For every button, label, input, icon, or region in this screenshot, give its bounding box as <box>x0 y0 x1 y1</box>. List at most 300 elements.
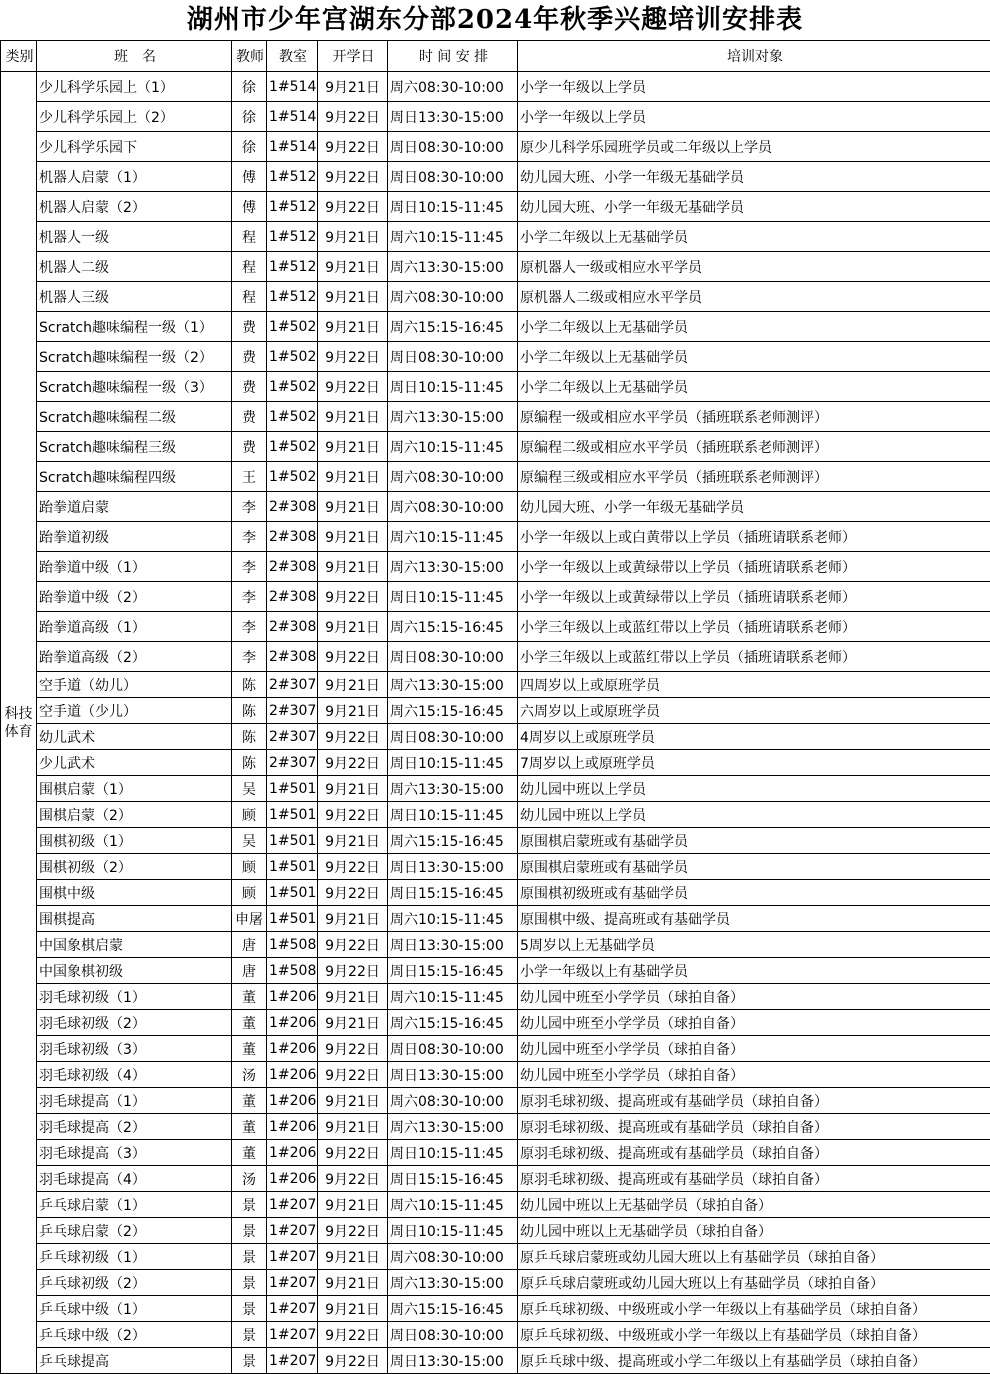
room-cell: 1#207 <box>267 1244 318 1270</box>
start-date-cell: 9月22日 <box>318 102 388 132</box>
room-cell: 1#207 <box>267 1348 318 1374</box>
room-cell: 1#502 <box>267 312 318 342</box>
time-cell: 周日13:30-15:00 <box>388 102 518 132</box>
class-name-cell: 羽毛球初级（1） <box>37 984 232 1010</box>
class-name-cell: 围棋启蒙（1） <box>37 776 232 802</box>
target-cell: 原乒乓球启蒙班或幼儿园大班以上有基础学员（球拍自备） <box>518 1244 990 1270</box>
table-row <box>1 854 990 880</box>
start-date-cell: 9月21日 <box>318 1192 388 1218</box>
teacher-cell: 董 <box>232 984 267 1010</box>
teacher-cell: 顾 <box>232 880 267 906</box>
room-cell: 1#501 <box>267 828 318 854</box>
teacher-cell: 董 <box>232 1088 267 1114</box>
class-name-cell: 中国象棋初级 <box>37 958 232 984</box>
table-row <box>1 102 990 132</box>
header-time: 时 间 安 排 <box>388 41 518 72</box>
table-row <box>1 906 990 932</box>
start-date-cell: 9月21日 <box>318 522 388 552</box>
room-cell: 1#514 <box>267 72 318 102</box>
room-cell: 1#502 <box>267 462 318 492</box>
start-date-cell: 9月21日 <box>318 1010 388 1036</box>
target-cell: 7周岁以上或原班学员 <box>518 750 990 776</box>
start-date-cell: 9月22日 <box>318 192 388 222</box>
target-cell: 幼儿园中班以上无基础学员（球拍自备） <box>518 1192 990 1218</box>
room-cell: 1#206 <box>267 1010 318 1036</box>
table-row <box>1 750 990 776</box>
schedule-body <box>1 72 990 1374</box>
target-cell: 小学三年级以上或蓝红带以上学员（插班请联系老师） <box>518 612 990 642</box>
class-name-cell: Scratch趣味编程一级（1） <box>37 312 232 342</box>
target-cell: 原乒乓球中级、提高班或小学二年级以上有基础学员（球拍自备） <box>518 1348 990 1374</box>
start-date-cell: 9月21日 <box>318 282 388 312</box>
table-row <box>1 698 990 724</box>
class-name-cell: 乒乓球提高 <box>37 1348 232 1374</box>
class-name-cell: 乒乓球中级（1） <box>37 1296 232 1322</box>
table-row <box>1 1036 990 1062</box>
table-row <box>1 1114 990 1140</box>
table-row <box>1 1296 990 1322</box>
class-name-cell: 少儿科学乐园上（2） <box>37 102 232 132</box>
table-row <box>1 342 990 372</box>
teacher-cell: 唐 <box>232 932 267 958</box>
target-cell: 原围棋初级班或有基础学员 <box>518 880 990 906</box>
teacher-cell: 董 <box>232 1140 267 1166</box>
class-name-cell: 围棋启蒙（2） <box>37 802 232 828</box>
class-name-cell: 乒乓球初级（1） <box>37 1244 232 1270</box>
class-name-cell: 中国象棋启蒙 <box>37 932 232 958</box>
class-name-cell: 乒乓球启蒙（2） <box>37 1218 232 1244</box>
class-name-cell: 羽毛球提高（2） <box>37 1114 232 1140</box>
start-date-cell: 9月21日 <box>318 776 388 802</box>
start-date-cell: 9月21日 <box>318 612 388 642</box>
teacher-cell: 汤 <box>232 1166 267 1192</box>
room-cell: 1#512 <box>267 252 318 282</box>
teacher-cell: 李 <box>232 612 267 642</box>
class-name-cell: 机器人启蒙（2） <box>37 192 232 222</box>
target-cell: 小学一年级以上有基础学员 <box>518 958 990 984</box>
start-date-cell: 9月22日 <box>318 958 388 984</box>
target-cell: 4周岁以上或原班学员 <box>518 724 990 750</box>
room-cell: 1#206 <box>267 1062 318 1088</box>
teacher-cell: 程 <box>232 282 267 312</box>
class-name-cell: 羽毛球提高（1） <box>37 1088 232 1114</box>
target-cell: 原围棋中级、提高班或有基础学员 <box>518 906 990 932</box>
class-name-cell: 机器人二级 <box>37 252 232 282</box>
time-cell: 周日08:30-10:00 <box>388 724 518 750</box>
table-row <box>1 1192 990 1218</box>
start-date-cell: 9月22日 <box>318 1348 388 1374</box>
header-target: 培训对象 <box>518 41 990 72</box>
class-name-cell: 跆拳道高级（2） <box>37 642 232 672</box>
target-cell: 原羽毛球初级、提高班或有基础学员（球拍自备） <box>518 1114 990 1140</box>
table-row <box>1 1270 990 1296</box>
class-name-cell: Scratch趣味编程三级 <box>37 432 232 462</box>
target-cell: 原少儿科学乐园班学员或二年级以上学员 <box>518 132 990 162</box>
target-cell: 原围棋启蒙班或有基础学员 <box>518 828 990 854</box>
table-row <box>1 1166 990 1192</box>
table-row <box>1 1348 990 1374</box>
teacher-cell: 陈 <box>232 672 267 698</box>
start-date-cell: 9月21日 <box>318 698 388 724</box>
target-cell: 幼儿园中班以上无基础学员（球拍自备） <box>518 1218 990 1244</box>
time-cell: 周日10:15-11:45 <box>388 582 518 612</box>
time-cell: 周六10:15-11:45 <box>388 522 518 552</box>
class-name-cell: 乒乓球初级（2） <box>37 1270 232 1296</box>
target-cell: 小学二年级以上无基础学员 <box>518 312 990 342</box>
teacher-cell: 徐 <box>232 132 267 162</box>
target-cell: 六周岁以上或原班学员 <box>518 698 990 724</box>
target-cell: 幼儿园大班、小学一年级无基础学员 <box>518 492 990 522</box>
teacher-cell: 顾 <box>232 854 267 880</box>
time-cell: 周六15:15-16:45 <box>388 1010 518 1036</box>
teacher-cell: 景 <box>232 1296 267 1322</box>
time-cell: 周六10:15-11:45 <box>388 984 518 1010</box>
table-row <box>1 492 990 522</box>
class-name-cell: 羽毛球初级（3） <box>37 1036 232 1062</box>
class-name-cell: 跆拳道高级（1） <box>37 612 232 642</box>
table-row <box>1 552 990 582</box>
time-cell: 周六13:30-15:00 <box>388 402 518 432</box>
time-cell: 周六08:30-10:00 <box>388 492 518 522</box>
time-cell: 周日15:15-16:45 <box>388 1166 518 1192</box>
table-row <box>1 672 990 698</box>
time-cell: 周六15:15-16:45 <box>388 1296 518 1322</box>
table-row <box>1 612 990 642</box>
teacher-cell: 徐 <box>232 102 267 132</box>
room-cell: 2#307 <box>267 698 318 724</box>
teacher-cell: 费 <box>232 342 267 372</box>
class-name-cell: 机器人三级 <box>37 282 232 312</box>
start-date-cell: 9月21日 <box>318 552 388 582</box>
class-name-cell: 机器人启蒙（1） <box>37 162 232 192</box>
time-cell: 周六08:30-10:00 <box>388 282 518 312</box>
class-name-cell: 围棋初级（1） <box>37 828 232 854</box>
class-name-cell: Scratch趣味编程四级 <box>37 462 232 492</box>
room-cell: 1#501 <box>267 776 318 802</box>
time-cell: 周日10:15-11:45 <box>388 1140 518 1166</box>
table-row <box>1 192 990 222</box>
time-cell: 周日08:30-10:00 <box>388 1322 518 1348</box>
target-cell: 原羽毛球初级、提高班或有基础学员（球拍自备） <box>518 1166 990 1192</box>
table-row <box>1 1322 990 1348</box>
room-cell: 1#501 <box>267 854 318 880</box>
teacher-cell: 傅 <box>232 162 267 192</box>
teacher-cell: 程 <box>232 252 267 282</box>
table-row <box>1 1010 990 1036</box>
start-date-cell: 9月22日 <box>318 750 388 776</box>
target-cell: 四周岁以上或原班学员 <box>518 672 990 698</box>
room-cell: 2#308 <box>267 552 318 582</box>
table-row <box>1 958 990 984</box>
start-date-cell: 9月21日 <box>318 1296 388 1322</box>
target-cell: 原乒乓球初级、中级班或小学一年级以上有基础学员（球拍自备） <box>518 1322 990 1348</box>
table-row <box>1 462 990 492</box>
teacher-cell: 景 <box>232 1270 267 1296</box>
class-name-cell: 空手道（幼儿） <box>37 672 232 698</box>
target-cell: 小学一年级以上学员 <box>518 72 990 102</box>
room-cell: 1#512 <box>267 222 318 252</box>
time-cell: 周六13:30-15:00 <box>388 252 518 282</box>
class-name-cell: 跆拳道中级（1） <box>37 552 232 582</box>
table-row <box>1 642 990 672</box>
table-row <box>1 72 990 102</box>
teacher-cell: 陈 <box>232 750 267 776</box>
target-cell: 小学三年级以上或蓝红带以上学员（插班请联系老师） <box>518 642 990 672</box>
target-cell: 原编程一级或相应水平学员（插班联系老师测评） <box>518 402 990 432</box>
room-cell: 1#207 <box>267 1322 318 1348</box>
header-teacher: 教师 <box>232 41 267 72</box>
teacher-cell: 傅 <box>232 192 267 222</box>
target-cell: 小学一年级以上或白黄带以上学员（插班请联系老师） <box>518 522 990 552</box>
start-date-cell: 9月21日 <box>318 252 388 282</box>
time-cell: 周六15:15-16:45 <box>388 698 518 724</box>
table-row <box>1 1088 990 1114</box>
class-name-cell: 少儿武术 <box>37 750 232 776</box>
room-cell: 1#508 <box>267 932 318 958</box>
start-date-cell: 9月22日 <box>318 932 388 958</box>
time-cell: 周日13:30-15:00 <box>388 1062 518 1088</box>
table-row <box>1 932 990 958</box>
room-cell: 2#308 <box>267 612 318 642</box>
time-cell: 周六15:15-16:45 <box>388 312 518 342</box>
start-date-cell: 9月21日 <box>318 1114 388 1140</box>
time-cell: 周六13:30-15:00 <box>388 1114 518 1140</box>
room-cell: 1#501 <box>267 802 318 828</box>
class-name-cell: 乒乓球中级（2） <box>37 1322 232 1348</box>
target-cell: 原羽毛球初级、提高班或有基础学员（球拍自备） <box>518 1088 990 1114</box>
target-cell: 幼儿园中班至小学学员（球拍自备） <box>518 984 990 1010</box>
target-cell: 原围棋启蒙班或有基础学员 <box>518 854 990 880</box>
class-name-cell: 幼儿武术 <box>37 724 232 750</box>
teacher-cell: 景 <box>232 1192 267 1218</box>
target-cell: 幼儿园中班至小学学员（球拍自备） <box>518 1062 990 1088</box>
start-date-cell: 9月22日 <box>318 1322 388 1348</box>
time-cell: 周日08:30-10:00 <box>388 162 518 192</box>
class-name-cell: 羽毛球提高（3） <box>37 1140 232 1166</box>
teacher-cell: 吴 <box>232 828 267 854</box>
time-cell: 周日13:30-15:00 <box>388 854 518 880</box>
start-date-cell: 9月21日 <box>318 222 388 252</box>
start-date-cell: 9月21日 <box>318 672 388 698</box>
table-row <box>1 724 990 750</box>
class-name-cell: 跆拳道中级（2） <box>37 582 232 612</box>
start-date-cell: 9月22日 <box>318 1166 388 1192</box>
start-date-cell: 9月22日 <box>318 372 388 402</box>
target-cell: 小学二年级以上无基础学员 <box>518 342 990 372</box>
time-cell: 周六15:15-16:45 <box>388 828 518 854</box>
teacher-cell: 李 <box>232 522 267 552</box>
class-name-cell: Scratch趣味编程一级（3） <box>37 372 232 402</box>
teacher-cell: 费 <box>232 372 267 402</box>
target-cell: 原羽毛球初级、提高班或有基础学员（球拍自备） <box>518 1140 990 1166</box>
table-row <box>1 402 990 432</box>
room-cell: 1#512 <box>267 282 318 312</box>
room-cell: 1#206 <box>267 1036 318 1062</box>
time-cell: 周六10:15-11:45 <box>388 906 518 932</box>
room-cell: 1#512 <box>267 162 318 192</box>
teacher-cell: 董 <box>232 1114 267 1140</box>
room-cell: 1#207 <box>267 1296 318 1322</box>
start-date-cell: 9月22日 <box>318 642 388 672</box>
room-cell: 2#307 <box>267 672 318 698</box>
class-name-cell: 围棋中级 <box>37 880 232 906</box>
time-cell: 周日08:30-10:00 <box>388 642 518 672</box>
start-date-cell: 9月22日 <box>318 162 388 192</box>
class-name-cell: Scratch趣味编程一级（2） <box>37 342 232 372</box>
target-cell: 幼儿园中班至小学学员（球拍自备） <box>518 1036 990 1062</box>
time-cell: 周六08:30-10:00 <box>388 1088 518 1114</box>
header-start-date: 开学日 <box>318 41 388 72</box>
table-row <box>1 828 990 854</box>
header-class-name: 班 名 <box>37 41 232 72</box>
teacher-cell: 程 <box>232 222 267 252</box>
table-row <box>1 1218 990 1244</box>
room-cell: 1#502 <box>267 402 318 432</box>
room-cell: 1#207 <box>267 1192 318 1218</box>
table-row <box>1 1244 990 1270</box>
teacher-cell: 汤 <box>232 1062 267 1088</box>
start-date-cell: 9月21日 <box>318 1244 388 1270</box>
class-name-cell: 羽毛球初级（4） <box>37 1062 232 1088</box>
table-row <box>1 282 990 312</box>
target-cell: 小学一年级以上或黄绿带以上学员（插班请联系老师） <box>518 582 990 612</box>
room-cell: 1#206 <box>267 1166 318 1192</box>
target-cell: 幼儿园中班以上学员 <box>518 802 990 828</box>
room-cell: 2#308 <box>267 582 318 612</box>
class-name-cell: 少儿科学乐园下 <box>37 132 232 162</box>
start-date-cell: 9月22日 <box>318 1218 388 1244</box>
time-cell: 周六08:30-10:00 <box>388 72 518 102</box>
time-cell: 周日10:15-11:45 <box>388 372 518 402</box>
target-cell: 幼儿园大班、小学一年级无基础学员 <box>518 192 990 222</box>
room-cell: 1#206 <box>267 1114 318 1140</box>
start-date-cell: 9月22日 <box>318 342 388 372</box>
table-row <box>1 372 990 402</box>
teacher-cell: 景 <box>232 1218 267 1244</box>
target-cell: 原编程三级或相应水平学员（插班联系老师测评） <box>518 462 990 492</box>
time-cell: 周日08:30-10:00 <box>388 132 518 162</box>
start-date-cell: 9月22日 <box>318 132 388 162</box>
teacher-cell: 景 <box>232 1348 267 1374</box>
room-cell: 1#501 <box>267 906 318 932</box>
teacher-cell: 陈 <box>232 724 267 750</box>
table-row <box>1 432 990 462</box>
start-date-cell: 9月22日 <box>318 1036 388 1062</box>
table-row <box>1 776 990 802</box>
start-date-cell: 9月21日 <box>318 1270 388 1296</box>
teacher-cell: 费 <box>232 312 267 342</box>
teacher-cell: 李 <box>232 552 267 582</box>
start-date-cell: 9月22日 <box>318 880 388 906</box>
time-cell: 周日08:30-10:00 <box>388 1036 518 1062</box>
start-date-cell: 9月21日 <box>318 402 388 432</box>
header-row <box>1 41 990 72</box>
start-date-cell: 9月21日 <box>318 432 388 462</box>
time-cell: 周日10:15-11:45 <box>388 802 518 828</box>
teacher-cell: 董 <box>232 1010 267 1036</box>
table-row <box>1 222 990 252</box>
target-cell: 原编程二级或相应水平学员（插班联系老师测评） <box>518 432 990 462</box>
room-cell: 2#308 <box>267 522 318 552</box>
target-cell: 原机器人一级或相应水平学员 <box>518 252 990 282</box>
target-cell: 小学二年级以上无基础学员 <box>518 222 990 252</box>
class-name-cell: 少儿科学乐园上（1） <box>37 72 232 102</box>
time-cell: 周六13:30-15:00 <box>388 1270 518 1296</box>
page-title: 湖州市少年宫湖东分部2024年秋季兴趣培训安排表 <box>186 5 804 35</box>
target-cell: 原乒乓球初级、中级班或小学一年级以上有基础学员（球拍自备） <box>518 1296 990 1322</box>
header-room: 教室 <box>267 41 318 72</box>
start-date-cell: 9月22日 <box>318 724 388 750</box>
teacher-cell: 申屠 <box>232 906 267 932</box>
class-name-cell: 机器人一级 <box>37 222 232 252</box>
class-name-cell: 跆拳道初级 <box>37 522 232 552</box>
room-cell: 1#514 <box>267 132 318 162</box>
start-date-cell: 9月21日 <box>318 828 388 854</box>
class-name-cell: 羽毛球提高（4） <box>37 1166 232 1192</box>
class-name-cell: 跆拳道启蒙 <box>37 492 232 522</box>
start-date-cell: 9月22日 <box>318 1062 388 1088</box>
room-cell: 1#502 <box>267 342 318 372</box>
time-cell: 周日13:30-15:00 <box>388 1348 518 1374</box>
class-name-cell: 空手道（少儿） <box>37 698 232 724</box>
teacher-cell: 唐 <box>232 958 267 984</box>
teacher-cell: 徐 <box>232 72 267 102</box>
teacher-cell: 李 <box>232 582 267 612</box>
target-cell: 小学二年级以上无基础学员 <box>518 372 990 402</box>
start-date-cell: 9月22日 <box>318 1140 388 1166</box>
start-date-cell: 9月21日 <box>318 1088 388 1114</box>
time-cell: 周日15:15-16:45 <box>388 958 518 984</box>
room-cell: 1#512 <box>267 192 318 222</box>
room-cell: 1#206 <box>267 1088 318 1114</box>
teacher-cell: 吴 <box>232 776 267 802</box>
room-cell: 2#307 <box>267 724 318 750</box>
table-row <box>1 132 990 162</box>
room-cell: 2#308 <box>267 642 318 672</box>
start-date-cell: 9月21日 <box>318 462 388 492</box>
target-cell: 5周岁以上无基础学员 <box>518 932 990 958</box>
time-cell: 周六15:15-16:45 <box>388 612 518 642</box>
room-cell: 1#206 <box>267 1140 318 1166</box>
table-row <box>1 252 990 282</box>
room-cell: 1#502 <box>267 372 318 402</box>
table-row <box>1 880 990 906</box>
time-cell: 周六10:15-11:45 <box>388 1192 518 1218</box>
class-name-cell: 乒乓球启蒙（1） <box>37 1192 232 1218</box>
teacher-cell: 董 <box>232 1036 267 1062</box>
target-cell: 小学一年级以上或黄绿带以上学员（插班请联系老师） <box>518 552 990 582</box>
category-cell: 科技体育 <box>1 72 37 1374</box>
table-row <box>1 1140 990 1166</box>
room-cell: 2#307 <box>267 750 318 776</box>
table-row <box>1 1062 990 1088</box>
target-cell: 小学一年级以上学员 <box>518 102 990 132</box>
time-cell: 周六10:15-11:45 <box>388 222 518 252</box>
target-cell: 原乒乓球启蒙班或幼儿园大班以上有基础学员（球拍自备） <box>518 1270 990 1296</box>
time-cell: 周日10:15-11:45 <box>388 192 518 222</box>
time-cell: 周六08:30-10:00 <box>388 1244 518 1270</box>
table-row <box>1 802 990 828</box>
schedule-table <box>0 40 990 1374</box>
target-cell: 幼儿园大班、小学一年级无基础学员 <box>518 162 990 192</box>
teacher-cell: 景 <box>232 1322 267 1348</box>
time-cell: 周六08:30-10:00 <box>388 462 518 492</box>
header-category: 类别 <box>1 41 37 72</box>
start-date-cell: 9月21日 <box>318 984 388 1010</box>
table-row <box>1 984 990 1010</box>
start-date-cell: 9月21日 <box>318 72 388 102</box>
teacher-cell: 顾 <box>232 802 267 828</box>
